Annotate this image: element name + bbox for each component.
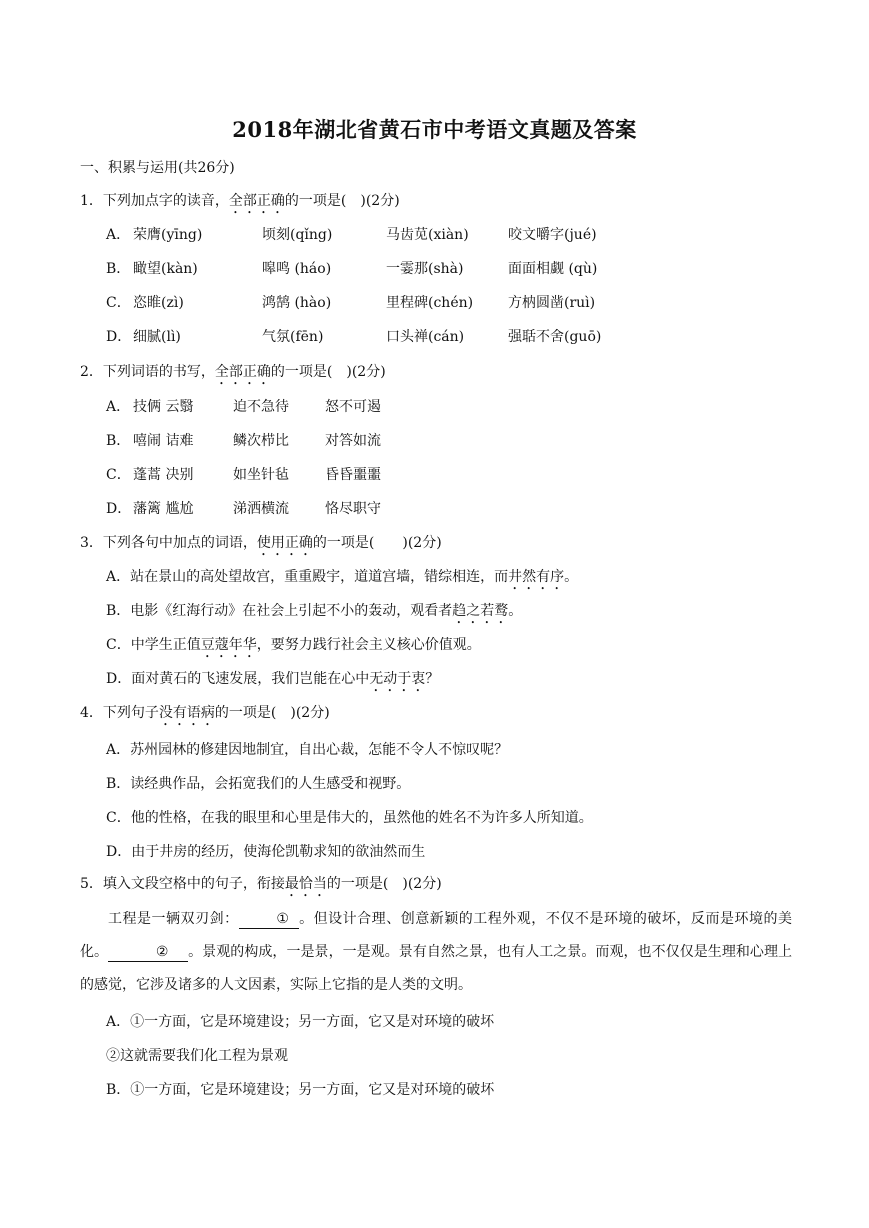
option-item: 鳞次栉比	[233, 433, 289, 449]
option-item: 里程碑(chén)	[386, 295, 474, 311]
option-item: 对答如流	[325, 433, 381, 449]
option-item: 迫不急待	[233, 399, 289, 415]
option-item: 顷刻(qǐng)	[262, 227, 333, 243]
question-3-option-c: C．中学生正值豆蔻年华，要努力践行社会主义核心价值观。	[106, 637, 481, 653]
question-1-heading: 1．下列加点字的读音，全部正确的一项是( )(2分)	[80, 193, 400, 209]
option-item: 咬文嚼字(jué)	[508, 227, 597, 243]
option-item: 恪尽职守	[325, 501, 381, 517]
option-item: 昏昏噩噩	[325, 467, 381, 483]
option-item: 一霎那(shà)	[386, 261, 464, 277]
option-item: 怒不可遏	[325, 399, 381, 415]
question-4-heading: 4．下列句子没有语病的一项是( )(2分)	[80, 705, 330, 721]
emphasis-text: 全部正确	[214, 364, 271, 380]
emphasis-text: 没有语病	[158, 705, 215, 721]
question-5-heading: 5．填入文段空格中的句子，衔接最恰当的一项是( )(2分)	[80, 876, 442, 892]
option-item: 面面相觑 (qù)	[508, 261, 598, 277]
question-5-option-b-1: B．①一方面，它是环境建设；另一方面，它又是对环境的破坏	[106, 1082, 495, 1098]
emphasis-text: 井然有序	[508, 569, 565, 585]
question-5-option-a-1: A．①一方面，它是环境建设；另一方面，它又是对环境的破坏	[106, 1014, 495, 1030]
option-item: 口头禅(cán)	[386, 329, 465, 345]
fill-blank: ②	[108, 943, 188, 962]
question-5-option-a-2: ②这就需要我们化工程为景观	[106, 1048, 288, 1064]
page-title: 2018年湖北省黄石市中考语文真题及答案	[232, 117, 637, 142]
option-item: 瞰望(kàn)	[133, 261, 198, 277]
question-4-option-c: C．他的性格，在我的眼里和心里是伟大的，虽然他的姓名不为许多人所知道。	[106, 810, 593, 826]
option-item: 鸿鹄 (hào)	[262, 295, 332, 311]
option-item: 如坐针毡	[233, 467, 289, 483]
option-item: 涕洒横流	[233, 501, 289, 517]
option-item: 技俩 云翳	[133, 399, 194, 415]
option-item: 荣膺(yīng)	[133, 227, 203, 243]
option-item: 恣睢(zì)	[133, 295, 184, 311]
option-item: 嗥鸣 (háo)	[262, 261, 332, 277]
emphasis-text: 豆蔻年华	[200, 637, 257, 653]
question-2-heading: 2．下列词语的书写，全部正确的一项是( )(2分)	[80, 364, 386, 380]
option-item: 气氛(fēn)	[262, 329, 324, 345]
emphasis-text: 全部正确	[228, 193, 285, 209]
emphasis-text: 使用正确	[256, 535, 313, 551]
option-item: 强聒不舍(guō)	[508, 329, 602, 345]
question-4-option-a: A．苏州园林的修建因地制宜，自出心裁，怎能不令人不惊叹呢？	[106, 742, 509, 758]
fill-blank: ①	[239, 910, 299, 929]
option-item: 蓬蒿 决别	[133, 467, 194, 483]
section-heading: 一、积累与运用(共26分)	[80, 160, 235, 176]
option-item: 细腻(lì)	[133, 329, 181, 345]
emphasis-text: 无动于衷	[369, 671, 426, 687]
option-item: 嘻闹 诘难	[133, 433, 194, 449]
emphasis-text: 趋之若鹜	[452, 603, 509, 619]
question-4-option-b: B．读经典作品，会拓宽我们的人生感受和视野。	[106, 776, 411, 792]
question-4-option-d: D．由于井房的经历，使海伦凯勒求知的欲油然而生	[106, 844, 426, 860]
emphasis-text: 最恰当	[284, 876, 327, 892]
question-3-option-b: B．电影《红海行动》在社会上引起不小的轰动，观看者趋之若鹜。	[106, 603, 523, 619]
question-3-heading: 3．下列各句中加点的词语，使用正确的一项是( )(2分)	[80, 535, 442, 551]
option-item: 藩篱 尴尬	[133, 501, 194, 517]
question-3-option-d: D．面对黄石的飞速发展，我们岂能在心中无动于衷？	[106, 671, 440, 687]
option-item: 马齿苋(xiàn)	[386, 227, 469, 243]
question-3-option-a: A．站在景山的高处望故宫，重重殿宇，道道宫墙，错综相连，而井然有序。	[106, 569, 579, 585]
question-5-passage: 工程是一辆双刃剑： ① 。但设计合理、创意新颖的工程外观，不仅不是环境的破坏，反而是环境的美化。 ② 。景观的构成，一是景，一是观。景有自然之景，也有人工之景。而观，也不仅仅是生理和心理上的感觉，它涉及诸多的人文因素，实际上它指的是人类的文明。	[80, 911, 793, 993]
exam-page: 2018年湖北省黄石市中考语文真题及答案 一、积累与运用(共26分) 1．下列加点字的读音，全部正确的一项是( )(2分) A． 荣膺(yīng) 顷刻(qǐng) 马齿苋(xiàn) 咬文嚼字(jué) B． 瞰望(kàn) 嗥鸣 (háo) 一霎那(shà) 面面相觑 (qù) C． 恣睢(zì) 鸿鹄 (hào) 里程碑(chén) 方枘圆凿(ruì) D． 细腻(lì) 气氛(fēn) 口头禅(cán) 强聒不舍(guō) 2．下列词语的书写，全部正确的一项是( )(2分) A． 技俩 云翳 迫不急待 怒不可遏 B． 嘻闹 诘难 鳞次栉比 对答如流 C． 蓬蒿 决别 如坐针毡 昏昏噩噩 D． 藩篱 尴尬 涕洒横流 恪尽职守 3．下列各句中加点的词语，使用正确的一项是( )(2分) A．站在景山的高处望故宫，重重殿宇，道道宫墙，错综相连，而井然有序。 B．电影《红海行动》在社会上引起不小的轰动，观看者趋之若鹜。 C．中学生正值豆蔻年华，要努力践行社会主义核心价值观。 D．面对黄石的飞速发展，我们岂能在心中无动于衷？ 4．下列句子没有语病的一项是( )(2分) A．苏州园林的修建因地制宜，自出心裁，怎能不令人不惊叹呢？ B．读经典作品，会拓宽我们的人生感受和视野。 C．他的性格，在我的眼里和心里是伟大的，虽然他的姓名不为许多人所知道。 D．由于井房的经历，使海伦凯勒求知的欲油然而生 5．填入文段空格中的句子，衔接最恰当的一项是( )(2分) 工程是一辆双刃剑： ① 。但设计合理、创意新颖的工程外观，不仅不是环境的破坏，反而是环境的美化。 ② 。景观的构成，一是景，一是观。景有自然之景，也有人工之景。而观，也不仅仅是生理和心理上的感觉，它涉及诸多的人文因素，实际上它指的是人类的文明。 A．①一方面，它是环境建设；另一方面，它又是对环境的破坏 ②这就需要我们化工程为景观 B．①一方面，它是环境建设；另一方面，它又是对环境的破坏	[0, 0, 869, 1228]
option-item: 方枘圆凿(ruì)	[508, 295, 596, 311]
